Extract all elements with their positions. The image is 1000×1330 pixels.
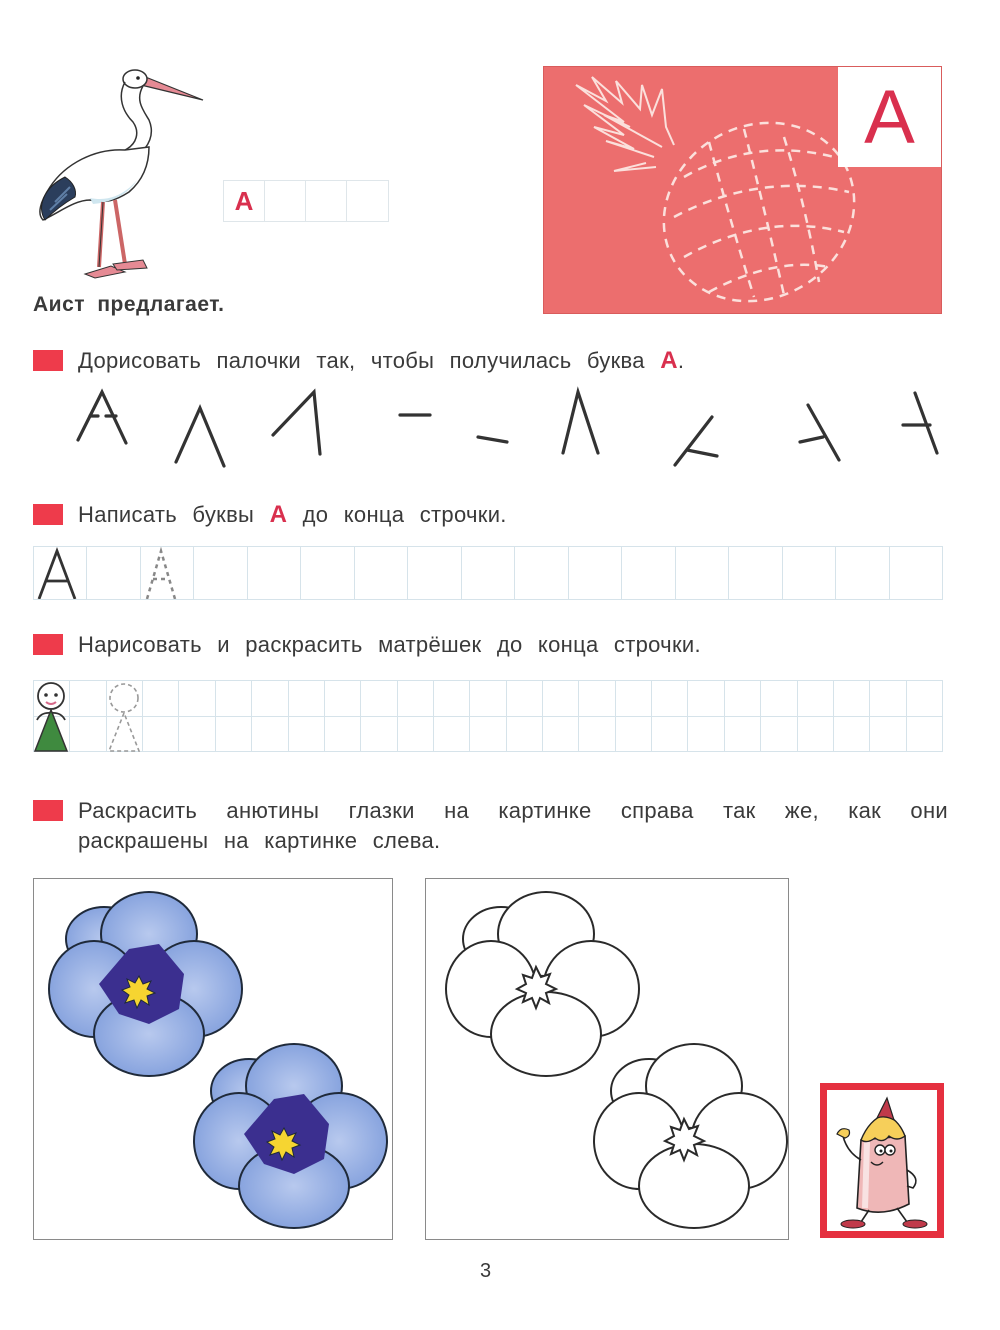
doll-cell[interactable] (725, 717, 761, 752)
red-square-bullet-icon (33, 634, 63, 655)
task1-suffix: . (677, 348, 685, 373)
task1-text: Дорисовать палочки так, чтобы получилась буква (78, 348, 645, 373)
letter-cell[interactable] (87, 547, 140, 599)
doll-cell[interactable] (907, 681, 943, 716)
matryoshka-dashed-icon (109, 684, 139, 751)
task2-highlight-letter: А (269, 501, 288, 528)
doll-cell[interactable] (361, 717, 397, 752)
letter-a-dashed-icon (141, 547, 195, 599)
stick-figure-3 (273, 392, 320, 454)
doll-cell[interactable] (907, 717, 943, 752)
red-square-bullet-icon (33, 800, 63, 821)
matryoshka-figures (33, 680, 153, 752)
doll-cell[interactable] (252, 717, 288, 752)
doll-cell[interactable] (798, 681, 834, 716)
doll-cell[interactable] (398, 717, 434, 752)
letter-cell[interactable] (515, 547, 568, 599)
stick-figure-2 (176, 408, 224, 466)
doll-cell[interactable] (761, 681, 797, 716)
doll-cell[interactable] (616, 717, 652, 752)
pansy-colored-panel (33, 878, 393, 1240)
doll-cell[interactable] (543, 681, 579, 716)
task3-text: Нарисовать и раскрасить матрёшек до конца строчки. (78, 632, 701, 657)
doll-cell[interactable] (870, 681, 906, 716)
doll-cell[interactable] (579, 681, 615, 716)
doll-cell[interactable] (688, 717, 724, 752)
letter-cell[interactable] (622, 547, 675, 599)
task-heading-4 (33, 796, 948, 856)
red-square-bullet-icon (33, 350, 63, 371)
card-letter: А (838, 67, 941, 167)
letter-box-4[interactable] (347, 181, 388, 221)
task-heading-3 (33, 630, 701, 660)
doll-cell[interactable] (798, 717, 834, 752)
letter-cell[interactable] (569, 547, 622, 599)
pansy-colored-icon (34, 879, 394, 1241)
stick-figure-9 (903, 393, 937, 453)
doll-cell[interactable] (652, 681, 688, 716)
doll-cell[interactable] (834, 717, 870, 752)
stork-illustration-icon (25, 52, 210, 292)
doll-cell[interactable] (761, 717, 797, 752)
task1-highlight-letter: А (660, 347, 678, 374)
task-heading-2 (33, 500, 507, 530)
letter-cell[interactable] (462, 547, 515, 599)
letter-writing-row[interactable] (33, 546, 943, 600)
doll-cell[interactable] (325, 717, 361, 752)
pencil-mascot-icon (827, 1090, 937, 1231)
doll-cell[interactable] (470, 717, 506, 752)
red-square-bullet-icon (33, 504, 63, 525)
letter-cell[interactable] (890, 547, 943, 599)
doll-cell[interactable] (834, 681, 870, 716)
letter-boxes (223, 180, 389, 222)
letter-cell-traced[interactable] (141, 547, 194, 599)
doll-cell[interactable] (325, 681, 361, 716)
doll-cell[interactable] (579, 717, 615, 752)
letter-cell[interactable] (355, 547, 408, 599)
task2-suffix: до конца строчки. (302, 502, 507, 527)
doll-grid-bottom-line (34, 717, 943, 752)
letter-cell[interactable] (836, 547, 889, 599)
task-heading-1 (33, 346, 684, 376)
letter-box-1: А (224, 181, 265, 221)
doll-cell[interactable] (470, 681, 506, 716)
page-number: 3 (480, 1260, 492, 1282)
letter-a-sample-icon (34, 547, 88, 599)
doll-cell[interactable] (289, 681, 325, 716)
letter-box-3[interactable] (306, 181, 347, 221)
doll-cell[interactable] (543, 717, 579, 752)
stick-figure-6 (563, 392, 598, 453)
doll-cell[interactable] (434, 681, 470, 716)
doll-cell[interactable] (507, 681, 543, 716)
letter-cell[interactable] (408, 547, 461, 599)
doll-cell[interactable] (289, 717, 325, 752)
letter-cell[interactable] (194, 547, 247, 599)
pencil-mascot-frame (820, 1083, 944, 1238)
doll-cell[interactable] (688, 681, 724, 716)
doll-cell[interactable] (216, 681, 252, 716)
stick-figure-5 (478, 437, 507, 442)
doll-cell[interactable] (398, 681, 434, 716)
pineapple-card (543, 66, 942, 314)
stick-figure-1 (78, 392, 126, 443)
letter-cell[interactable] (783, 547, 836, 599)
letter-cell-sample (34, 547, 87, 599)
pansy-outline-icon (426, 879, 790, 1241)
task2-prefix: Написать буквы (78, 502, 255, 527)
letter-cell[interactable] (729, 547, 782, 599)
letter-box-2[interactable] (265, 181, 306, 221)
doll-cell[interactable] (216, 717, 252, 752)
doll-cell[interactable] (870, 717, 906, 752)
letter-cell[interactable] (301, 547, 354, 599)
stork-caption: Аист предлагает. (33, 293, 225, 316)
sticks-exercise[interactable] (30, 380, 970, 480)
doll-cell[interactable] (179, 717, 215, 752)
matryoshka-sample-icon (35, 683, 67, 751)
doll-grid-top-line (34, 681, 943, 717)
stick-figure-7 (675, 417, 717, 465)
letter-cell[interactable] (676, 547, 729, 599)
doll-cell[interactable] (252, 681, 288, 716)
task4-text: Раскрасить анютины глазки на картинке справа так же, как они раскрашены на картинке слева. (78, 798, 948, 853)
matryoshka-drawing-row[interactable] (33, 680, 943, 752)
doll-cell[interactable] (434, 717, 470, 752)
doll-cell[interactable] (725, 681, 761, 716)
doll-cell[interactable] (361, 681, 397, 716)
pansy-outline-panel[interactable] (425, 878, 789, 1240)
doll-cell[interactable] (616, 681, 652, 716)
stick-figure-8 (800, 405, 839, 460)
doll-cell[interactable] (179, 681, 215, 716)
letter-cell[interactable] (248, 547, 301, 599)
doll-cell[interactable] (507, 717, 543, 752)
doll-cell[interactable] (652, 717, 688, 752)
